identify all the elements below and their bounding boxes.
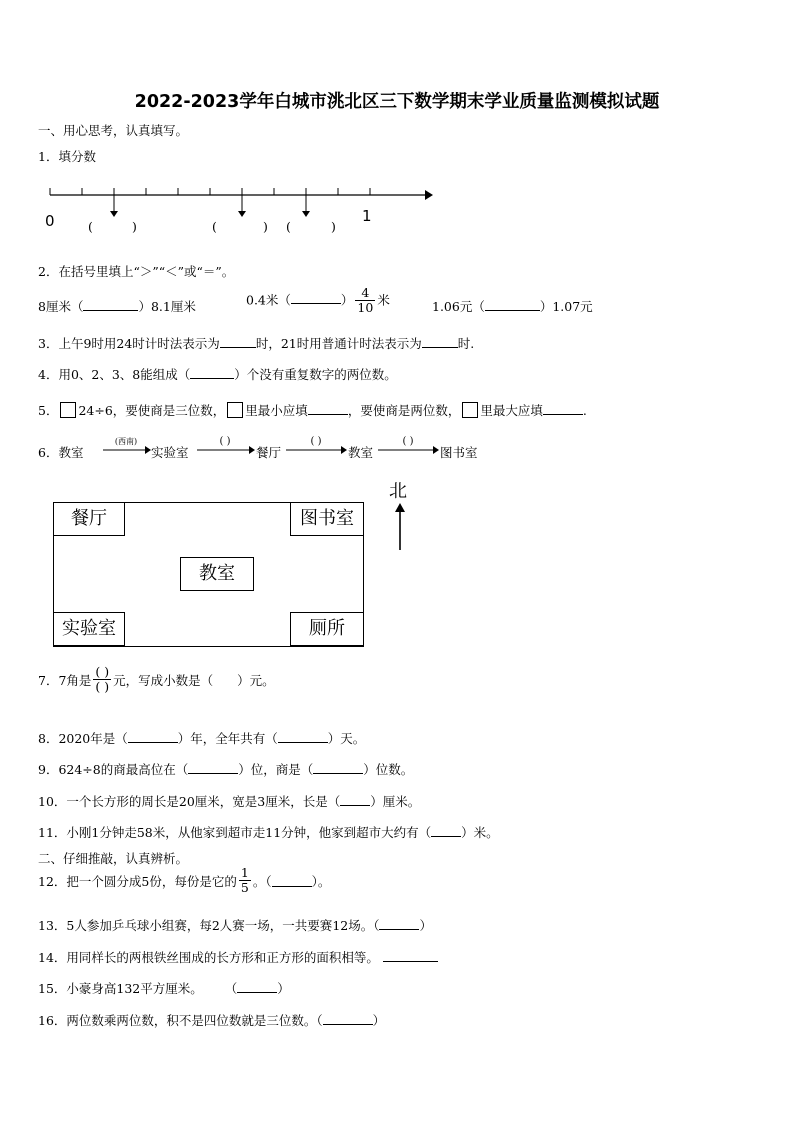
q5-box-1[interactable] [60, 402, 76, 418]
map-toilet: 厕所 [290, 612, 364, 646]
q4-text: 4．用0、2、3、8能组成（ ）个没有重复数字的两位数。 [38, 367, 397, 382]
q8-blank-1[interactable] [128, 730, 178, 743]
q9-blank-1[interactable] [188, 761, 238, 774]
q10-blank[interactable] [340, 793, 370, 806]
q2-c-blank[interactable] [485, 298, 540, 311]
q3-blank-1[interactable] [220, 335, 256, 348]
q13-text: 13．5人参加乒乓球小组赛，每2人赛一场，一共要赛12场。（ ） [38, 918, 432, 933]
down-arrow-3 [302, 195, 310, 217]
number-line-zero: 0 [45, 212, 55, 230]
q5-blank-1[interactable] [308, 402, 348, 415]
number-line-ticks [50, 188, 370, 195]
q13-answer-blank[interactable] [379, 917, 419, 930]
route-arrow-2-label: ( ) [219, 436, 231, 447]
q8-text: 8．2020年是（ ）年，全年共有（ ）天。 [38, 731, 366, 746]
q10-text: 10．一个长方形的周长是20厘米，宽是3厘米，长是（ ）厘米。 [38, 794, 421, 809]
q5-box-3[interactable] [462, 402, 478, 418]
q11-blank[interactable] [431, 824, 461, 837]
north-label: 北 [389, 481, 407, 502]
q16-answer-blank[interactable] [323, 1012, 373, 1025]
answer-paren-2-open: ( [212, 219, 217, 234]
route-arrow-4 [378, 444, 439, 456]
map-lab: 实验室 [53, 612, 125, 646]
q4-blank[interactable] [190, 366, 234, 379]
q1-label: 1．填分数 [38, 149, 96, 164]
q6-route-start: 6．教室 [38, 445, 84, 460]
q11-text: 11．小刚1分钟走58米，从他家到超市走11分钟，他家到超市大约有（ ）米。 [38, 825, 499, 840]
down-arrow-2 [238, 195, 246, 217]
map-classroom: 教室 [180, 557, 254, 591]
answer-paren-2-close: ) [263, 219, 268, 234]
q5-box-2[interactable] [227, 402, 243, 418]
q12-answer-blank[interactable] [272, 874, 312, 887]
north-arrow-icon [393, 502, 407, 552]
route-stop-canteen: 餐厅 [256, 445, 282, 460]
route-stop-classroom: 教室 [348, 445, 374, 460]
q15-text: 15．小豪身高132平方厘米。 （ ） [38, 981, 290, 996]
route-stop-lab: 实验室 [151, 445, 189, 460]
q2-text: 2．在括号里填上“＞”“＜”或“＝”。 [38, 264, 235, 279]
q7-text: 7．7角是 $\frac{( )}{( )}$ 元，写成小数是（ ）元。 [38, 664, 275, 695]
answer-paren-3-close: ) [331, 219, 336, 234]
q2-b-fraction: $\frac{4}{10}$ [357, 285, 374, 316]
q9-blank-2[interactable] [313, 761, 363, 774]
q14-answer-blank[interactable] [383, 949, 438, 962]
q16-text: 16．两位数乘两位数，积不是四位数就是三位数。（ ） [38, 1013, 386, 1028]
q12-text: 12．把一个圆分成5份，每份是它的 $\frac{1}{5}$ 。（ ）。 [38, 865, 331, 896]
route-arrow-1-label: (西南) [114, 437, 138, 446]
q2-b-blank[interactable] [291, 291, 341, 304]
q12-fraction: $\frac{1}{5}$ [240, 865, 249, 896]
q9-text: 9．624÷8的商最高位在（ ）位，商是（ ）位数。 [38, 762, 414, 777]
map-library: 图书室 [290, 502, 364, 536]
down-arrow-1 [110, 195, 118, 217]
answer-paren-1-open: ( [88, 219, 93, 234]
q8-blank-2[interactable] [278, 730, 328, 743]
q2-item-c: 1.06元（ ）1.07元 [432, 299, 593, 314]
q5-text: 5． 24÷6，要使商是三位数， 里最小应填 ，要使商是两位数， 里最大应填 . [38, 403, 587, 418]
q2-a-blank[interactable] [83, 298, 138, 311]
answer-paren-3-open: ( [286, 219, 291, 234]
q3-text: 3．上午9时用24时计时法表示为 时，21时用普通计时法表示为 时. [38, 336, 475, 351]
q2-item-a: 8厘米（ ）8.1厘米 [38, 299, 196, 314]
q7-fraction[interactable]: $\frac{( )}{( )}$ [95, 664, 110, 695]
q2-item-b: 0.4米（ ） $\frac{4}{10}$ 米 [246, 285, 390, 316]
route-arrow-3-label: ( ) [310, 436, 322, 447]
number-line [40, 180, 440, 240]
q5-blank-2[interactable] [543, 402, 583, 415]
route-stop-library: 图书室 [440, 445, 478, 460]
q15-answer-blank[interactable] [237, 980, 277, 993]
route-arrow-2 [197, 444, 255, 456]
q14-text: 14．用同样长的两根铁丝围成的长方形和正方形的面积相等。 [38, 948, 438, 966]
route-arrow-1 [103, 444, 151, 456]
number-line-arrow-head [425, 190, 433, 200]
number-line-one: 1 [362, 207, 372, 225]
route-arrow-4-label: ( ) [402, 436, 414, 447]
answer-paren-1-close: ) [132, 219, 137, 234]
page-title: 2022-2023学年白城市洮北区三下数学期末学业质量监测模拟试题 [134, 92, 660, 112]
section-2-heading: 二、仔细推敲，认真辨析。 [38, 851, 189, 866]
q3-blank-2[interactable] [422, 335, 458, 348]
route-arrow-3 [286, 444, 347, 456]
map-canteen: 餐厅 [53, 502, 125, 536]
section-1-heading: 一、用心思考，认真填写。 [38, 123, 189, 138]
